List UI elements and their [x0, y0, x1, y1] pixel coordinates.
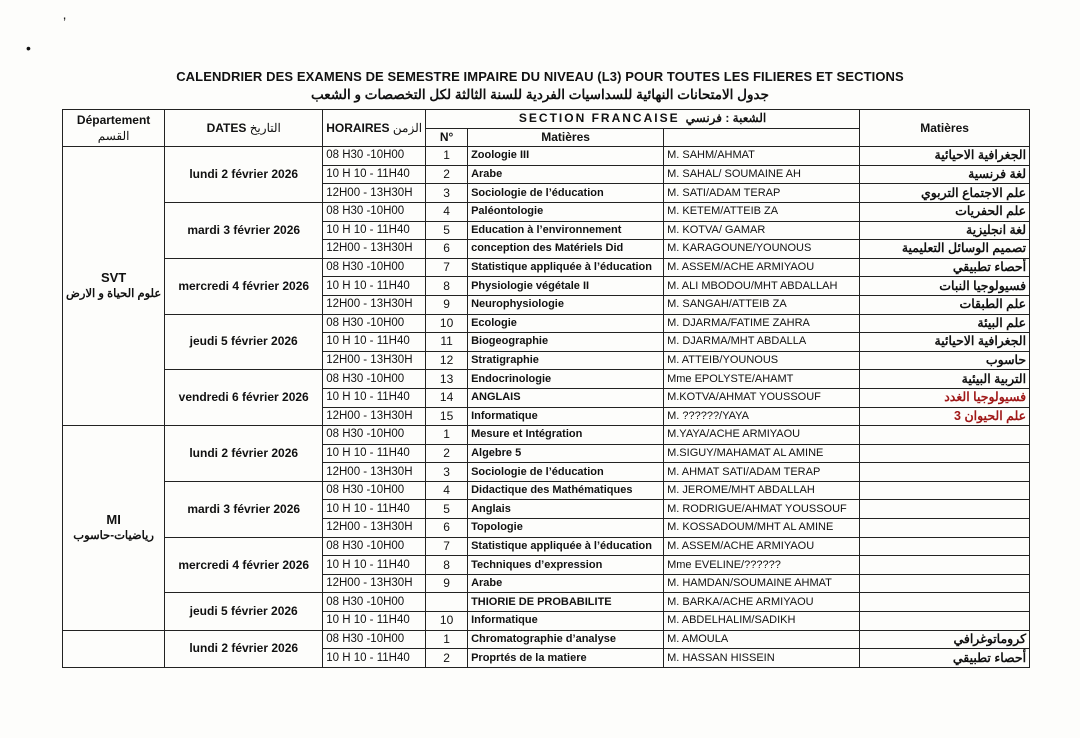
exam-proctors: M. KARAGOUNE/YOUNOUS — [664, 240, 860, 259]
table-row — [63, 314, 1030, 333]
exam-subject-arabic: أحصاء تطبيقي — [860, 258, 1030, 277]
table-row — [63, 147, 1030, 166]
exam-proctors: M. SANGAH/ATTEIB ZA — [664, 295, 860, 314]
exam-number: 6 — [426, 519, 468, 538]
exam-subject: Biogeographie — [468, 333, 664, 352]
schedule-body — [63, 147, 1030, 668]
exam-subject: Proprtés de la matiere — [468, 649, 664, 668]
exam-subject-arabic: فسيولوجيا النبات — [860, 277, 1030, 296]
exam-subject: Topologie — [468, 519, 664, 538]
exam-subject-arabic: علم الحيوان 3 — [860, 407, 1030, 426]
exam-number: 10 — [426, 314, 468, 333]
exam-date: lundi 2 février 2026 — [165, 147, 323, 203]
exam-time: 12H00 - 13H30H — [323, 407, 426, 426]
exam-time: 12H00 - 13H30H — [323, 240, 426, 259]
exam-subject: ANGLAIS — [468, 388, 664, 407]
exam-number: 5 — [426, 500, 468, 519]
exam-subject-arabic: لغة فرنسية — [860, 165, 1030, 184]
exam-date: jeudi 5 février 2026 — [165, 314, 323, 370]
header-horaires: HORAIRES الزمن — [323, 110, 426, 147]
exam-proctors: M. ATTEIB/YOUNOUS — [664, 351, 860, 370]
table-row — [63, 258, 1030, 277]
exam-subject: Education à l’environnement — [468, 221, 664, 240]
exam-proctors: M. HAMDAN/SOUMAINE AHMAT — [664, 574, 860, 593]
exam-subject: Techniques d’expression — [468, 556, 664, 575]
exam-subject: Zoologie III — [468, 147, 664, 166]
exam-subject-arabic — [860, 500, 1030, 519]
exam-subject-arabic — [860, 574, 1030, 593]
exam-subject-arabic — [860, 463, 1030, 482]
page-title: CALENDRIER DES EXAMENS DE SEMESTRE IMPAIRE DU NIVEAU (L3) POUR TOUTES LES FILIERES ET SECTIONS — [176, 69, 904, 84]
exam-time: 08 H30 -10H00 — [323, 370, 426, 389]
exam-time: 10 H 10 - 11H40 — [323, 165, 426, 184]
exam-number: 3 — [426, 463, 468, 482]
exam-time: 12H00 - 13H30H — [323, 295, 426, 314]
exam-proctors: M. ??????/YAYA — [664, 407, 860, 426]
exam-number: 15 — [426, 407, 468, 426]
exam-subject-arabic: حاسوب — [860, 351, 1030, 370]
header-departement: Département القسم — [63, 110, 165, 147]
exam-number: 8 — [426, 277, 468, 296]
exam-time: 10 H 10 - 11H40 — [323, 221, 426, 240]
exam-number: 2 — [426, 444, 468, 463]
exam-number: 4 — [426, 202, 468, 221]
exam-number: 1 — [426, 147, 468, 166]
exam-date: mardi 3 février 2026 — [165, 202, 323, 258]
table-row — [63, 202, 1030, 221]
exam-subject: Anglais — [468, 500, 664, 519]
exam-subject: Statistique appliquée à l’éducation — [468, 537, 664, 556]
table-row — [63, 370, 1030, 389]
exam-time: 12H00 - 13H30H — [323, 463, 426, 482]
exam-subject: Mesure et Intégration — [468, 426, 664, 445]
exam-subject: Arabe — [468, 574, 664, 593]
exam-subject-arabic — [860, 426, 1030, 445]
exam-subject-arabic — [860, 519, 1030, 538]
exam-proctors: M. ALI MBODOU/MHT ABDALLAH — [664, 277, 860, 296]
department-name-arabic: علوم الحياة و الارض — [66, 288, 162, 301]
exam-subject: Statistique appliquée à l’éducation — [468, 258, 664, 277]
department-name-arabic: رياضيات-حاسوب — [73, 529, 154, 542]
exam-subject: THIORIE DE PROBABILITE — [468, 593, 664, 612]
exam-number: 4 — [426, 481, 468, 500]
department-cell — [63, 630, 165, 667]
header-matieres: Matières — [468, 128, 664, 147]
exam-number: 7 — [426, 537, 468, 556]
table-row — [63, 426, 1030, 445]
exam-subject: Physiologie végétale II — [468, 277, 664, 296]
exam-proctors: M. BARKA/ACHE ARMIYAOU — [664, 593, 860, 612]
exam-proctors: M. RODRIGUE/AHMAT YOUSSOUF — [664, 500, 860, 519]
exam-subject: Ecologie — [468, 314, 664, 333]
exam-proctors: M. KOTVA/ GAMAR — [664, 221, 860, 240]
exam-proctors: M. SATI/ADAM TERAP — [664, 184, 860, 203]
exam-schedule-table — [62, 109, 1030, 668]
department-name: MI — [106, 511, 121, 527]
exam-proctors: M. DJARMA/FATIME ZAHRA — [664, 314, 860, 333]
exam-subject: Neurophysiologie — [468, 295, 664, 314]
exam-number: 1 — [426, 426, 468, 445]
exam-proctors: M. SAHAL/ SOUMAINE AH — [664, 165, 860, 184]
exam-subject-arabic: تصميم الوسائل التعليمية — [860, 240, 1030, 259]
exam-proctors: M. DJARMA/MHT ABDALLA — [664, 333, 860, 352]
exam-time: 10 H 10 - 11H40 — [323, 500, 426, 519]
exam-number: 6 — [426, 240, 468, 259]
header-matieres-arabe-column: Matières — [860, 110, 1030, 147]
exam-number: 13 — [426, 370, 468, 389]
exam-subject: conception des Matériels Did — [468, 240, 664, 259]
exam-subject: Sociologie de l’éducation — [468, 463, 664, 482]
exam-time: 08 H30 -10H00 — [323, 314, 426, 333]
exam-subject-arabic: علم الحفريات — [860, 202, 1030, 221]
exam-subject-arabic: التربية البيئية — [860, 370, 1030, 389]
header-section-francaise: SECTION FRANCAISE الشعبة : فرنسي — [426, 110, 860, 129]
department-name: SVT — [100, 270, 127, 286]
exam-subject: Didactique des Mathématiques — [468, 481, 664, 500]
exam-subject-arabic: أحصاء تطبيقي — [860, 649, 1030, 668]
exam-time: 12H00 - 13H30H — [323, 351, 426, 370]
exam-proctors: M. AHMAT SATI/ADAM TERAP — [664, 463, 860, 482]
exam-time: 10 H 10 - 11H40 — [323, 556, 426, 575]
exam-time: 08 H30 -10H00 — [323, 258, 426, 277]
exam-time: 08 H30 -10H00 — [323, 630, 426, 649]
exam-number: 11 — [426, 333, 468, 352]
exam-subject-arabic: علم البيئة — [860, 314, 1030, 333]
exam-subject-arabic — [860, 593, 1030, 612]
exam-subject: Arabe — [468, 165, 664, 184]
exam-number: 2 — [426, 649, 468, 668]
exam-number — [426, 593, 468, 612]
department-cell — [63, 426, 165, 631]
exam-date: lundi 2 février 2026 — [165, 630, 323, 667]
exam-number: 12 — [426, 351, 468, 370]
exam-subject-arabic: علم الطبقات — [860, 295, 1030, 314]
exam-subject-arabic — [860, 444, 1030, 463]
exam-number: 5 — [426, 221, 468, 240]
exam-time: 10 H 10 - 11H40 — [323, 277, 426, 296]
header-dates: DATES التاريخ — [165, 110, 323, 147]
exam-number: 9 — [426, 574, 468, 593]
exam-subject: Sociologie de l’éducation — [468, 184, 664, 203]
exam-time: 10 H 10 - 11H40 — [323, 649, 426, 668]
exam-proctors: M. HASSAN HISSEIN — [664, 649, 860, 668]
exam-date: vendredi 6 février 2026 — [165, 370, 323, 426]
exam-proctors: M. ABDELHALIM/SADIKH — [664, 612, 860, 631]
exam-subject-arabic: الجغرافية الاحيائية — [860, 147, 1030, 166]
exam-proctors: M.KOTVA/AHMAT YOUSSOUF — [664, 388, 860, 407]
exam-proctors: M. ASSEM/ACHE ARMIYAOU — [664, 537, 860, 556]
exam-proctors: M. ASSEM/ACHE ARMIYAOU — [664, 258, 860, 277]
page-subtitle-arabic: جدول الامتحانات النهائية للسداسيات الفردية للسنة الثالثة لكل التخصصات و الشعب — [311, 87, 769, 102]
department-cell — [63, 147, 165, 426]
exam-number: 3 — [426, 184, 468, 203]
exam-time: 10 H 10 - 11H40 — [323, 333, 426, 352]
exam-subject-arabic: علم الاجتماع التربوي — [860, 184, 1030, 203]
exam-time: 12H00 - 13H30H — [323, 574, 426, 593]
exam-date: mardi 3 février 2026 — [165, 481, 323, 537]
exam-number: 8 — [426, 556, 468, 575]
margin-dot: • — [26, 40, 31, 56]
exam-number: 1 — [426, 630, 468, 649]
exam-time: 08 H30 -10H00 — [323, 481, 426, 500]
exam-number: 10 — [426, 612, 468, 631]
exam-proctors: M. AMOULA — [664, 630, 860, 649]
header-numero: N° — [426, 128, 468, 147]
exam-date: jeudi 5 février 2026 — [165, 593, 323, 630]
exam-proctors: M.YAYA/ACHE ARMIYAOU — [664, 426, 860, 445]
exam-time: 12H00 - 13H30H — [323, 184, 426, 203]
exam-time: 10 H 10 - 11H40 — [323, 444, 426, 463]
exam-proctors: M. JEROME/MHT ABDALLAH — [664, 481, 860, 500]
exam-subject-arabic — [860, 537, 1030, 556]
exam-time: 10 H 10 - 11H40 — [323, 388, 426, 407]
exam-number: 14 — [426, 388, 468, 407]
exam-subject-arabic — [860, 481, 1030, 500]
exam-time: 08 H30 -10H00 — [323, 147, 426, 166]
exam-date: lundi 2 février 2026 — [165, 426, 323, 482]
exam-subject: Chromatographie d’analyse — [468, 630, 664, 649]
exam-subject-arabic — [860, 612, 1030, 631]
exam-date: mercredi 4 février 2026 — [165, 258, 323, 314]
exam-subject-arabic: الجغرافية الاحيائية — [860, 333, 1030, 352]
exam-proctors: M.SIGUY/MAHAMAT AL AMINE — [664, 444, 860, 463]
exam-subject-arabic: كروماتوغرافي — [860, 630, 1030, 649]
exam-subject: Endocrinologie — [468, 370, 664, 389]
exam-number: 2 — [426, 165, 468, 184]
exam-time: 08 H30 -10H00 — [323, 593, 426, 612]
table-row — [63, 630, 1030, 649]
table-row — [63, 537, 1030, 556]
exam-time: 08 H30 -10H00 — [323, 202, 426, 221]
table-row — [63, 481, 1030, 500]
exam-proctors: Mme EVELINE/?????? — [664, 556, 860, 575]
exam-time: 08 H30 -10H00 — [323, 537, 426, 556]
exam-proctors: Mme EPOLYSTE/AHAMT — [664, 370, 860, 389]
exam-proctors: M. SAHM/AHMAT — [664, 147, 860, 166]
table-row — [63, 593, 1030, 612]
exam-subject-arabic: فسيولوجيا الغدد — [860, 388, 1030, 407]
exam-date: mercredi 4 février 2026 — [165, 537, 323, 593]
exam-number: 7 — [426, 258, 468, 277]
exam-subject-arabic: لغة انجليزية — [860, 221, 1030, 240]
exam-proctors: M. KETEM/ATTEIB ZA — [664, 202, 860, 221]
top-mark: ’ — [63, 14, 67, 30]
exam-number: 9 — [426, 295, 468, 314]
header-empty-prof — [664, 128, 860, 147]
exam-time: 10 H 10 - 11H40 — [323, 612, 426, 631]
exam-proctors: M. KOSSADOUM/MHT AL AMINE — [664, 519, 860, 538]
exam-subject: Informatique — [468, 612, 664, 631]
exam-subject: Informatique — [468, 407, 664, 426]
exam-subject: Paléontologie — [468, 202, 664, 221]
exam-subject: Stratigraphie — [468, 351, 664, 370]
exam-time: 12H00 - 13H30H — [323, 519, 426, 538]
exam-time: 08 H30 -10H00 — [323, 426, 426, 445]
exam-subject-arabic — [860, 556, 1030, 575]
exam-subject: Algebre 5 — [468, 444, 664, 463]
